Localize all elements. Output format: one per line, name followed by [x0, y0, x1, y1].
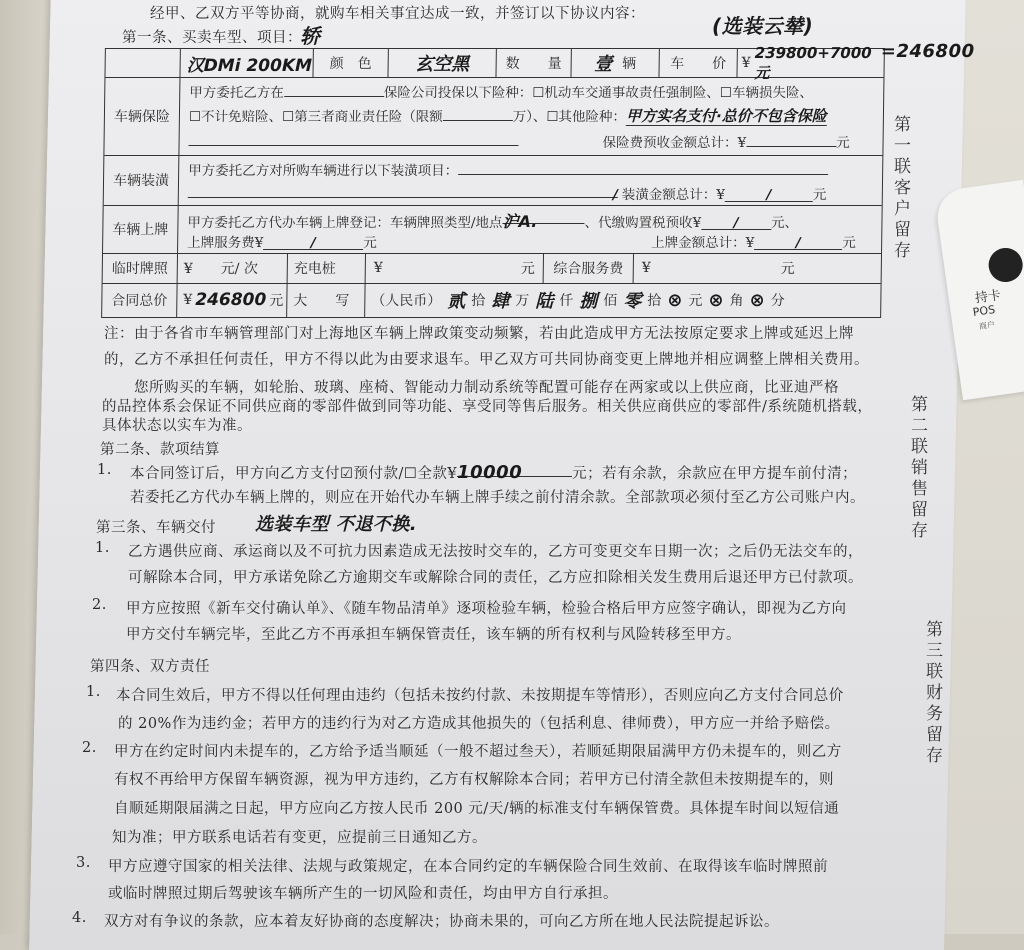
color-value: 玄空黑	[388, 49, 496, 77]
contract-total-row: 合同总价 ¥ 246800 元 大 写 （人民币） 贰 拾 肆 万 陆 仟 捌 佰 零 拾 ⊗ 元 ⊗ 角 ⊗ 分	[102, 283, 880, 317]
receipt-text: POS	[972, 302, 996, 319]
other-insurance-value: 甲方实名支付·总价不包含保险	[625, 107, 827, 125]
capital-amount: （人民币） 贰 拾 肆 万 陆 仟 捌 佰 零 拾 ⊗ 元 ⊗ 角 ⊗ 分	[371, 289, 785, 312]
decoration-total-field: /	[725, 187, 813, 202]
copy-label-sales: 第二联销售留存	[907, 395, 927, 542]
decoration-row: 车辆装潢 甲方委托乙方对所购车辆进行以下装潢项目： / 装潢金额总计：¥ / 元	[104, 155, 883, 206]
unionpay-logo-icon	[986, 246, 1024, 284]
receipt-text: 商户	[978, 320, 996, 332]
price-label: 车 价	[659, 49, 737, 77]
insurance-label: 车辆保险	[104, 77, 180, 155]
article2-title: 第二条、款项结算	[100, 442, 220, 458]
article4-title: 第四条、双方责任	[90, 659, 210, 675]
article3-title: 第三条、车辆交付	[96, 520, 216, 536]
model-value: 汉DMi 200KM	[180, 49, 313, 77]
note-line: 具体状态以实车为准。	[102, 418, 252, 434]
price-total-note: =246800	[880, 41, 975, 62]
service-fee-label: 综合服务费	[544, 253, 634, 283]
handwritten-note: (选装云辇)	[712, 14, 814, 38]
plate-label: 车辆上牌	[103, 205, 179, 253]
copy-label-customer: 第一联客户留存	[890, 115, 910, 262]
charger-label: 充电桩	[288, 253, 366, 283]
plate-registration-row: 车辆上牌 甲方委托乙方代办车辆上牌登记：车辆牌照类型/地点沪A. 、代缴购置税预收¥ / 元、 上牌服务费¥ / 元 上牌金额总计：¥ / 元	[103, 205, 882, 254]
insurance-row: 车辆保险 甲方委托乙方在 保险公司投保以下险种：☐机动车交通事故责任强制险、☐车辆损失险、 ☐不计免赔险、☐第三者商业责任险（限额 万）、☐其他险种：甲方实名支付·总价不包含保险 保险费预收金额总计：¥ 元	[104, 77, 883, 156]
quantity-label: 数 量	[496, 49, 571, 77]
plate-location-field: 沪A.	[502, 209, 584, 224]
note-line: 注：由于各省市车辆管理部门对上海地区车辆上牌政策变动频繁，若由此造成甲方无法按原定要求上牌或延迟上牌	[104, 326, 854, 342]
temp-plate-label: 临时牌照	[103, 253, 178, 283]
liability-limit-field	[443, 106, 513, 121]
intro-text: 经甲、乙双方平等协商，就购车相关事宜达成一致，并签订以下协议内容：	[150, 6, 645, 22]
quantity-unit: 辆	[622, 56, 637, 72]
total-label: 合同总价	[102, 283, 177, 317]
handwritten-note: 选装车型 不退不换.	[255, 514, 418, 535]
total-value: 246800	[195, 290, 267, 310]
handwritten-note: 轿	[300, 24, 321, 48]
quantity-value: 壹	[594, 54, 613, 75]
note-line: 的，乙方不承担任何责任，甲方不得以此为由要求退车。甲乙双方可共同协商变更上牌地并相应调整上牌相关费用。	[104, 352, 869, 368]
decoration-items-field	[458, 160, 828, 175]
color-label: 颜 色	[313, 49, 388, 77]
temp-plate-value: ¥ 元/ 次	[178, 253, 288, 283]
receipt-text: 持卡	[974, 288, 1002, 307]
plate-total-field: /	[754, 235, 842, 250]
prepayment-field: 10000	[457, 462, 572, 477]
purchase-tax-field: /	[701, 215, 771, 230]
note-line: 的品控体系会保证不同供应商的零部件做到同等功能、享受同等售后服务。相关供应商供应的零部件/系统随机搭载，	[102, 399, 873, 415]
article1-title: 第一条、买卖车型、项目：	[122, 30, 302, 46]
insurer-field	[284, 82, 384, 97]
copy-label-finance: 第三联财务留存	[922, 620, 942, 767]
note-line: 您所购买的车辆，如轮胎、玻璃、座椅、智能动力制动系统等配置可能存在两家或以上供应商，比亚迪严格	[104, 380, 839, 396]
price-value: 239800+7000元	[754, 43, 872, 82]
decoration-label: 车辆装潢	[104, 155, 180, 205]
plate-service-fee-field: /	[263, 235, 363, 250]
vehicle-row: 汉DMi 200KM 颜 色 玄空黑 数 量 壹 辆 车 价 ¥ 239800+7000元	[105, 49, 883, 78]
insurance-total-field	[746, 132, 836, 147]
temp-plate-row: 临时牌照 ¥ 元/ 次 充电桩 ¥ 元 综合服务费 ¥ 元	[103, 253, 881, 284]
capital-label: 大 写	[287, 283, 365, 317]
